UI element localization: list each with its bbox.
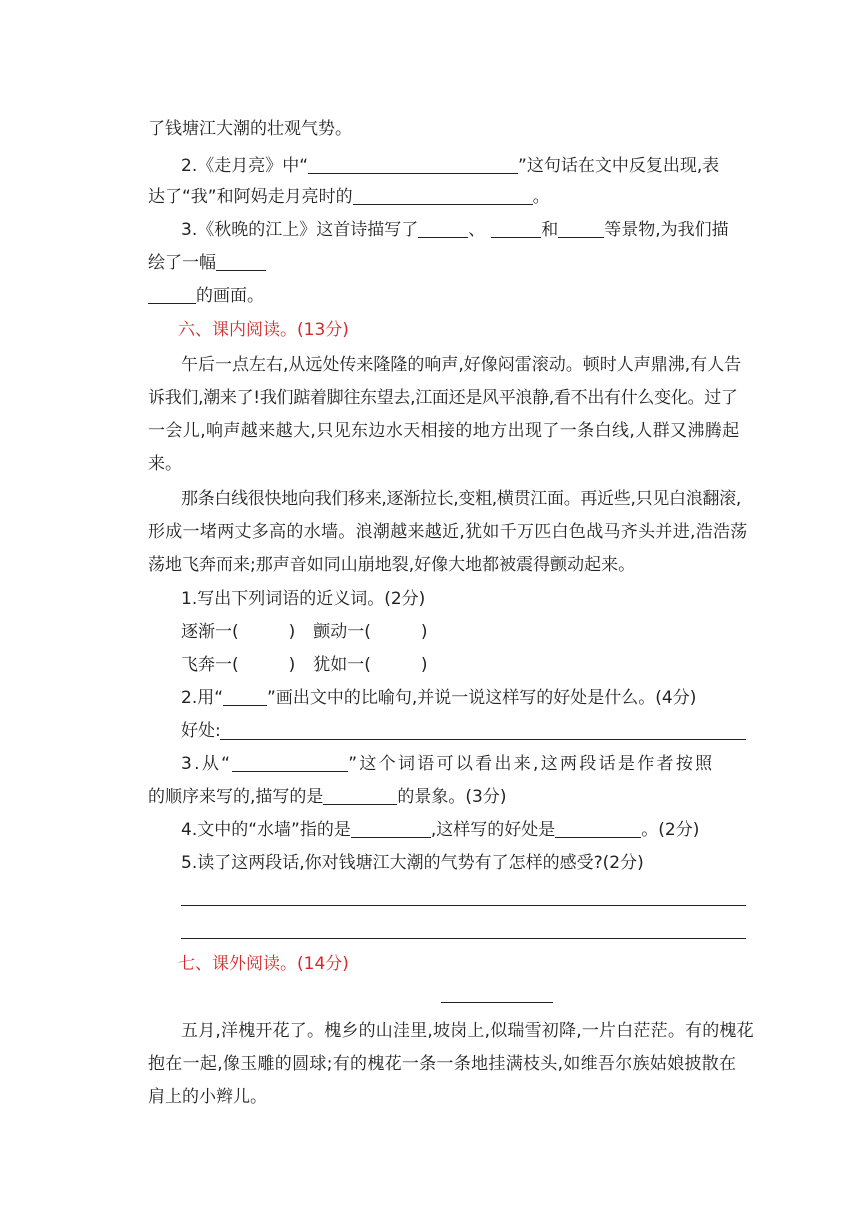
answer-blank[interactable] <box>308 156 518 174</box>
question-line <box>148 786 507 808</box>
question-text: 的顺序来写的,描写的是 <box>148 787 324 807</box>
question-line <box>181 155 719 177</box>
paragraph-line: 荡地飞奔而来;那声音如同山崩地裂,好像大地都被震得颤动起来。 <box>148 555 636 575</box>
word-prompt: 犹如一( <box>313 655 371 675</box>
answer-blank[interactable] <box>216 253 266 271</box>
answer-blank[interactable] <box>323 787 397 805</box>
answer-line[interactable] <box>181 938 746 939</box>
word-prompt: 逐渐一( <box>181 622 239 642</box>
question-line <box>148 285 264 307</box>
question-text: ”这个词语可以看出来,这两段话是作者按照 <box>348 754 715 774</box>
question-text: 和 <box>541 220 559 240</box>
section-heading: 六、课内阅读。(13分) <box>178 320 349 340</box>
paragraph-line: 抱在一起,像玉雕的圆球;有的槐花一条一条地挂满枝头,如维吾尔族姑娘披散在 <box>148 1054 737 1074</box>
question-line <box>148 252 266 274</box>
question-text: 3.从“ <box>181 754 233 774</box>
paragraph-line <box>181 354 746 376</box>
paragraph-text: 午后一点左右,从远处传来隆隆的响声,好像闷雷滚动。顿时人声鼎沸,有人告 <box>181 355 742 375</box>
paragraph-line: 肩上的小辫儿。 <box>148 1087 267 1107</box>
section-heading: 七、课外阅读。(14分) <box>178 954 349 974</box>
answer-blank[interactable] <box>418 220 468 238</box>
question-line <box>148 186 550 208</box>
question-text: ”这句话在文中反复出现,表 <box>518 156 720 176</box>
question-line <box>181 720 221 742</box>
word-prompt: 飞奔一( <box>181 655 239 675</box>
paren-close: ) <box>420 655 428 675</box>
paragraph-line: 那条白线很快地向我们移来,逐渐拉长,变粗,横贯江面。再近些,只见白浪翻滚, <box>181 489 741 509</box>
question-text: 绘了一幅 <box>148 253 216 273</box>
question-line <box>181 654 428 676</box>
question-line: 5.读了这两段话,你对钱塘江大潮的气势有了怎样的感受?(2分) <box>181 853 644 873</box>
question-line <box>181 219 729 241</box>
question-text: 2.《走月亮》中“ <box>181 156 309 176</box>
question-text: 3.《秋晚的江上》这首诗描写了 <box>181 220 419 240</box>
answer-label: 好处: <box>181 721 221 741</box>
question-text: 4.文中的“水墙”指的是 <box>181 820 351 840</box>
answer-blank[interactable] <box>353 187 533 205</box>
paragraph-line: 一会儿,响声越来越大,只见东边水天相接的地方出现了一条白线,人群又沸腾起 <box>148 421 740 441</box>
question-text: 达了“我”和阿妈走月亮时的 <box>148 187 353 207</box>
answer-blank[interactable] <box>491 220 541 238</box>
answer-line[interactable] <box>181 905 746 906</box>
paragraph-line: 诉我们,潮来了!我们踮着脚往东望去,江面还是风平浪静,看不出有什么变化。过了 <box>148 388 738 408</box>
paragraph-line: 来。 <box>148 454 182 474</box>
question-text: ”画出文中的比喻句,并说一说这样写的好处是什么。(4分) <box>267 688 697 708</box>
question-text: 2.用“ <box>181 688 224 708</box>
question-text: 。(2分) <box>641 820 700 840</box>
answer-blank[interactable] <box>351 820 431 838</box>
paren-close: ) <box>288 622 296 642</box>
question-text: 、 <box>468 220 486 240</box>
question-text: 。 <box>532 187 550 207</box>
question-line: 1.写出下列词语的近义词。(2分) <box>181 589 426 609</box>
title-blank[interactable] <box>441 1002 553 1003</box>
paragraph-line: 五月,洋槐开花了。槐乡的山洼里,坡岗上,似瑞雪初降,一片白茫茫。有的槐花 <box>181 1021 754 1041</box>
paren-close: ) <box>288 655 296 675</box>
question-text: 的画面。 <box>196 286 264 306</box>
question-line <box>181 819 699 841</box>
answer-blank[interactable] <box>148 286 196 304</box>
question-line <box>181 687 696 709</box>
text-line: 了钱塘江大潮的壮观气势。 <box>148 119 352 139</box>
answer-blank[interactable] <box>558 220 604 238</box>
answer-line[interactable] <box>220 739 746 740</box>
question-line <box>181 621 428 643</box>
question-line <box>181 753 714 775</box>
answer-blank[interactable] <box>223 688 267 706</box>
paragraph-line: 形成一堵两丈多高的水墙。浪潮越来越近,犹如千万匹白色战马齐头并进,浩浩荡 <box>148 522 748 542</box>
word-prompt: 颤动一( <box>313 622 371 642</box>
paren-close: ) <box>420 622 428 642</box>
question-text: ,这样写的好处是 <box>430 820 556 840</box>
answer-blank[interactable] <box>555 820 641 838</box>
answer-blank[interactable] <box>232 754 348 772</box>
question-text: 的景象。(3分) <box>397 787 507 807</box>
question-text: 等景物,为我们描 <box>604 220 729 240</box>
